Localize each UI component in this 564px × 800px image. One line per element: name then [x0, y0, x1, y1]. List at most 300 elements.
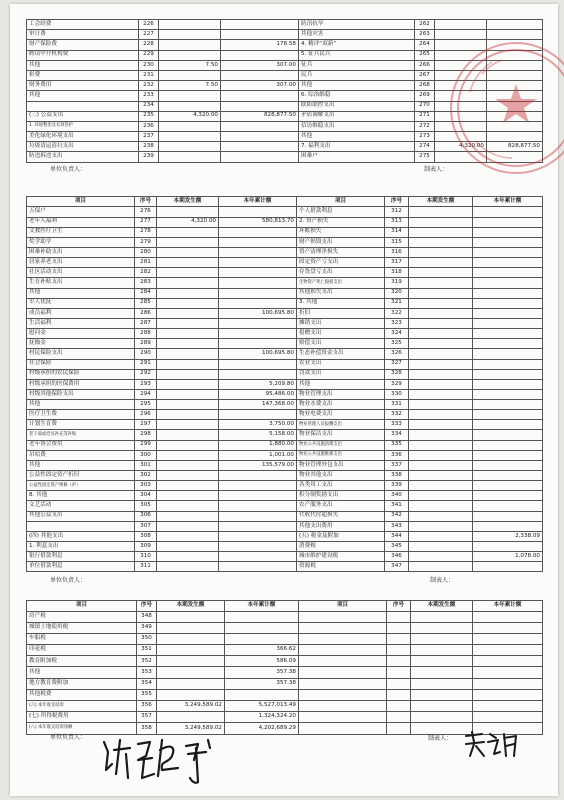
table-cell: 337: [385, 460, 409, 470]
table-cell: 325: [385, 339, 409, 349]
table-cell: 美化绿化环境支出: [27, 132, 139, 142]
table-cell: 工会经费: [27, 20, 139, 30]
table-cell: 358: [137, 723, 157, 734]
column-header: 序号: [385, 197, 409, 207]
table-cell: [409, 318, 473, 328]
table-cell: 其他: [299, 81, 415, 91]
column-header: 本年累计额: [225, 601, 299, 612]
table-cell: [387, 667, 411, 678]
table-cell: 公益性固定资产折旧: [27, 471, 135, 481]
table-cell: 352: [137, 656, 157, 667]
table-cell: 村民保险支出: [27, 349, 135, 359]
table-cell: 343: [385, 521, 409, 531]
table-cell: [473, 440, 543, 450]
table-cell: [157, 481, 219, 491]
table-cell: 227: [139, 30, 159, 40]
table-cell: [299, 701, 387, 712]
table-cell: [157, 552, 219, 562]
table-cell: 其他税费: [27, 689, 137, 700]
table-cell: [157, 440, 219, 450]
table-cell: 物业水费支出: [297, 400, 385, 410]
table-cell: 305: [135, 501, 157, 511]
table-cell: 237: [139, 132, 159, 142]
table-cell: [157, 471, 219, 481]
table-cell: 95,486.00: [219, 389, 297, 399]
table-cell: [409, 491, 473, 501]
table-cell: 防违拆违支出: [27, 152, 139, 162]
table-cell: 285: [135, 298, 157, 308]
table-cell: 财务费用: [27, 81, 139, 91]
table-cell: 1. 环境整治及长效管护: [27, 121, 139, 131]
table-cell: 5,527,013.49: [225, 701, 299, 712]
table-row: [27, 369, 543, 379]
table-cell: [219, 359, 297, 369]
table-cell: [299, 712, 387, 723]
table-cell: 物业管理人员报酬支出: [297, 420, 385, 430]
table-cell: [219, 227, 297, 237]
table-cell: 老年协会费用: [27, 440, 135, 450]
table-row: [27, 622, 543, 633]
table-cell: [157, 369, 219, 379]
table-cell: 积分制奖励支出: [297, 491, 385, 501]
table-cell: 其他: [27, 460, 135, 470]
table-cell: [473, 339, 543, 349]
table-cell: [409, 227, 473, 237]
table-cell: 287: [135, 318, 157, 328]
table-row: [27, 667, 543, 678]
table-cell: 银行借款利息: [27, 552, 135, 562]
table-cell: [409, 481, 473, 491]
table-cell: [435, 30, 487, 40]
table-cell: 城镇土地使用税: [27, 622, 137, 633]
table-cell: [473, 562, 543, 572]
table-cell: 村级其他保险支出: [27, 389, 135, 399]
table-cell: [409, 521, 473, 531]
table-cell: [473, 349, 543, 359]
table-cell: [473, 701, 543, 712]
table-cell: 其他损失支出: [297, 288, 385, 298]
table-row: [27, 562, 543, 572]
table-cell: [409, 450, 473, 460]
column-header: 本期发生额: [411, 601, 473, 612]
table-cell: [219, 247, 297, 257]
table-cell: 339: [385, 481, 409, 491]
table-cell: 303: [135, 481, 157, 491]
column-header: 序号: [387, 601, 411, 612]
table-cell: [299, 667, 387, 678]
table-cell: 城市维护建设税: [297, 552, 385, 562]
table-cell: 828,877.50: [221, 111, 299, 121]
table-cell: 349: [137, 622, 157, 633]
table-cell: [473, 298, 543, 308]
table-cell: [225, 622, 299, 633]
handwritten-signature-left: [98, 730, 228, 786]
table-cell: [157, 531, 219, 541]
table-cell: (八) 本年收支结余净额: [27, 723, 137, 734]
table-cell: 6. 综治维稳: [299, 91, 415, 101]
table-row: [27, 440, 543, 450]
table-cell: [387, 611, 411, 622]
table-cell: 地方教育费附加: [27, 678, 137, 689]
stamp-star-icon: [495, 84, 537, 123]
preparer-label-1: 制表人：: [424, 166, 449, 173]
table-cell: 298: [135, 430, 157, 440]
table-cell: [221, 142, 299, 152]
table-row: [27, 410, 543, 420]
table-cell: [409, 440, 473, 450]
table-cell: 五保户: [27, 207, 135, 217]
table-cell: 309: [135, 542, 157, 552]
official-red-stamp: [450, 42, 564, 174]
table-cell: 社会保险: [27, 359, 135, 369]
table-cell: [157, 542, 219, 552]
table-cell: [409, 329, 473, 339]
table-cell: [409, 339, 473, 349]
table-cell: [159, 70, 221, 80]
table-cell: 135,579.00: [219, 460, 297, 470]
table-cell: [219, 471, 297, 481]
table-cell: 审计费: [27, 30, 139, 40]
column-header: 序号: [135, 197, 157, 207]
table-cell: 317: [385, 258, 409, 268]
table-cell: [411, 689, 473, 700]
table-cell: 338: [385, 471, 409, 481]
table-cell: [387, 656, 411, 667]
table-cell: 慰问金: [27, 329, 135, 339]
table-cell: [299, 611, 387, 622]
table-cell: 322: [385, 308, 409, 318]
table-row: [27, 288, 543, 298]
table-cell: 矛盾调解支出: [299, 111, 415, 121]
table-cell: 314: [385, 227, 409, 237]
table-cell: 345: [385, 542, 409, 552]
table-cell: 299: [135, 440, 157, 450]
table-cell: 269: [415, 91, 435, 101]
table-cell: [157, 689, 225, 700]
table-cell: [487, 30, 543, 40]
table-cell: [157, 207, 219, 217]
table-cell: [157, 237, 219, 247]
table-row: [27, 460, 543, 470]
table-cell: 234: [139, 101, 159, 111]
table-cell: 302: [135, 471, 157, 481]
table-cell: 288: [135, 329, 157, 339]
table-cell: 1,078.00: [473, 552, 543, 562]
table-cell: [411, 633, 473, 644]
table-cell: [409, 237, 473, 247]
table-cell: 239: [139, 152, 159, 162]
table-cell: 其他: [27, 60, 139, 70]
table-cell: 成员福利: [27, 308, 135, 318]
table-cell: 320: [385, 288, 409, 298]
table-cell: 5. 征兵民兵: [299, 50, 415, 60]
table-cell: 2. 资产损失: [297, 217, 385, 227]
table-cell: [409, 471, 473, 481]
table-cell: 228: [139, 40, 159, 50]
table-cell: 其他: [299, 132, 415, 142]
table-cell: 农产服务支出: [297, 501, 385, 511]
table-cell: 3,750.00: [219, 420, 297, 430]
table-cell: 民兵: [299, 70, 415, 80]
table-row: [27, 389, 543, 399]
table-row: [27, 633, 543, 644]
table-row: [27, 491, 543, 501]
table-cell: 268: [415, 81, 435, 91]
table-cell: 赔偿支出: [297, 339, 385, 349]
table-cell: [27, 101, 139, 111]
table-cell: [221, 70, 299, 80]
table-cell: [387, 622, 411, 633]
table-cell: [409, 400, 473, 410]
table-cell: [387, 689, 411, 700]
table-cell: [473, 288, 543, 298]
table-cell: 301: [135, 460, 157, 470]
table-cell: [157, 712, 225, 723]
table-cell: [411, 656, 473, 667]
table-cell: [299, 656, 387, 667]
table-cell: 其他: [27, 91, 139, 101]
table-cell: [473, 369, 543, 379]
table-cell: 物业公共设施清理支出: [297, 440, 385, 450]
handwritten-signature-right: [462, 728, 522, 762]
table-cell: [157, 359, 219, 369]
column-header: 序号: [137, 601, 157, 612]
table-cell: 178.58: [221, 40, 299, 50]
table-cell: 其他灾害: [299, 30, 415, 40]
table-cell: [157, 298, 219, 308]
table-row: [27, 450, 543, 460]
table-cell: 319: [385, 278, 409, 288]
table-cell: 323: [385, 318, 409, 328]
table-cell: 军人优抚: [27, 298, 135, 308]
document-page: [10, 4, 558, 796]
table-row: [27, 359, 543, 369]
table-cell: [219, 491, 297, 501]
table-cell: [221, 91, 299, 101]
table-cell: 307.00: [221, 60, 299, 70]
table-cell: 330: [385, 389, 409, 399]
column-header: 本年累计额: [219, 197, 297, 207]
table-cell: 2,338.09: [473, 531, 543, 541]
table-cell: 292: [135, 369, 157, 379]
table-cell: [473, 471, 543, 481]
table-cell: [387, 723, 411, 734]
table-cell: 275: [415, 152, 435, 162]
table-cell: [219, 207, 297, 217]
responsible-label-2: 单位负责人：: [50, 577, 87, 584]
table-cell: [411, 611, 473, 622]
table-cell: [473, 656, 543, 667]
table-cell: 304: [135, 491, 157, 501]
table-cell: 340: [385, 491, 409, 501]
table-cell: 7. 福利支出: [299, 142, 415, 152]
table-row: [27, 471, 543, 481]
table-cell: [157, 450, 219, 460]
table-cell: 290: [135, 349, 157, 359]
table-cell: 316: [385, 247, 409, 257]
table-cell: 231: [139, 70, 159, 80]
table-cell: [157, 329, 219, 339]
table-cell: [473, 207, 543, 217]
table-row: [27, 712, 543, 723]
table-cell: [473, 247, 543, 257]
table-cell: 摊销支出: [297, 318, 385, 328]
table-cell: [409, 247, 473, 257]
table-cell: 社区活动支出: [27, 268, 135, 278]
table-row: [27, 379, 543, 389]
table-cell: [299, 633, 387, 644]
table-cell: 293: [135, 379, 157, 389]
table-cell: [299, 689, 387, 700]
table-cell: [473, 389, 543, 399]
column-header: 项目: [299, 601, 387, 612]
table-cell: 331: [385, 400, 409, 410]
table-cell: [221, 101, 299, 111]
table-cell: [473, 227, 543, 237]
table-cell: [225, 611, 299, 622]
table-cell: 7.50: [159, 81, 221, 91]
column-header: 项目: [297, 197, 385, 207]
table-cell: 263: [415, 30, 435, 40]
table-cell: [411, 678, 473, 689]
table-cell: 264: [415, 40, 435, 50]
table-cell: [299, 723, 387, 734]
bottom-table: [26, 600, 543, 735]
table-cell: [473, 622, 543, 633]
table-cell: 联防联控支出: [299, 101, 415, 111]
table-cell: 8. 其他: [27, 491, 135, 501]
table-cell: 罚款支出: [297, 369, 385, 379]
table-cell: [221, 132, 299, 142]
table-cell: [157, 278, 219, 288]
table-cell: 344: [385, 531, 409, 541]
table-cell: 233: [139, 91, 159, 101]
table-cell: [473, 400, 543, 410]
table-cell: 272: [415, 121, 435, 131]
table-cell: 物业其他支出: [297, 471, 385, 481]
table-cell: [219, 369, 297, 379]
table-cell: 230: [139, 60, 159, 70]
table-cell: 326: [385, 349, 409, 359]
table-cell: [225, 689, 299, 700]
table-cell: 存货盘亏支出: [297, 268, 385, 278]
table-row: [27, 400, 543, 410]
table-cell: 房产税: [27, 611, 137, 622]
table-cell: [473, 268, 543, 278]
table-cell: [473, 450, 543, 460]
table-cell: 318: [385, 268, 409, 278]
table-cell: [473, 359, 543, 369]
table-row: [27, 20, 543, 30]
table-cell: [473, 633, 543, 644]
table-cell: [157, 511, 219, 521]
table-row: [27, 645, 543, 656]
table-cell: 279: [135, 237, 157, 247]
table-cell: [221, 30, 299, 40]
table-cell: [411, 667, 473, 678]
table-cell: [157, 308, 219, 318]
table-row: [27, 207, 543, 217]
table-cell: [159, 30, 221, 40]
table-cell: 274: [415, 142, 435, 152]
table-row: [27, 308, 543, 318]
table-cell: 文艺活动: [27, 501, 135, 511]
table-cell: [473, 678, 543, 689]
table-cell: 327: [385, 359, 409, 369]
table-row: [27, 217, 543, 227]
table-cell: 个人借款利息: [297, 207, 385, 217]
table-cell: 垃圾清运清扫支出: [27, 142, 139, 152]
table-cell: [473, 420, 543, 430]
table-cell: [219, 562, 297, 572]
table-cell: [409, 288, 473, 298]
table-cell: [387, 645, 411, 656]
table-cell: [157, 667, 225, 678]
table-cell: [159, 50, 221, 60]
table-cell: 生育补贴支出: [27, 278, 135, 288]
table-cell: 资产清理净损失: [297, 247, 385, 257]
table-cell: [219, 552, 297, 562]
table-row: [27, 318, 543, 328]
table-cell: 828,877.50: [487, 142, 543, 152]
table-cell: [409, 531, 473, 541]
table-cell: 297: [135, 420, 157, 430]
table-row: [27, 430, 543, 440]
table-cell: 其他: [27, 667, 137, 678]
table-cell: 310: [135, 552, 157, 562]
table-cell: 物业电费支出: [297, 410, 385, 420]
table-cell: 捐赠支出: [297, 329, 385, 339]
column-header: 本期发生额: [157, 601, 225, 612]
column-header: 项目: [27, 197, 135, 207]
table-cell: 294: [135, 389, 157, 399]
table-cell: [299, 645, 387, 656]
preparer-label-2: 制表人：: [430, 577, 455, 584]
table-cell: [157, 227, 219, 237]
table-row: [27, 481, 543, 491]
table-cell: [473, 410, 543, 420]
table-cell: 老年人福利: [27, 217, 135, 227]
table-cell: [157, 678, 225, 689]
table-row: [27, 258, 543, 268]
table-cell: [409, 562, 473, 572]
table-cell: 346: [385, 552, 409, 562]
table-cell: [219, 511, 297, 521]
table-cell: 100,695.80: [219, 308, 297, 318]
table-cell: 281: [135, 258, 157, 268]
table-cell: 296: [135, 410, 157, 420]
table-cell: [159, 152, 221, 162]
table-row: [27, 349, 543, 359]
table-cell: [473, 645, 543, 656]
table-cell: [409, 258, 473, 268]
table-cell: 1,001.00: [219, 450, 297, 460]
table-cell: [411, 712, 473, 723]
table-cell: 278: [135, 227, 157, 237]
table-cell: 276: [135, 207, 157, 217]
table-cell: 5,158.00: [219, 430, 297, 440]
table-cell: [219, 288, 297, 298]
table-cell: [409, 359, 473, 369]
table-cell: 生态补偿资金支出: [297, 349, 385, 359]
table-cell: [409, 278, 473, 288]
table-cell: 信访维稳支出: [299, 121, 415, 131]
table-cell: 270: [415, 101, 435, 111]
table-cell: 印花税: [27, 645, 137, 656]
table-cell: [157, 611, 225, 622]
table-header-row: [27, 197, 543, 207]
table-cell: 文教医疗卫生: [27, 227, 135, 237]
